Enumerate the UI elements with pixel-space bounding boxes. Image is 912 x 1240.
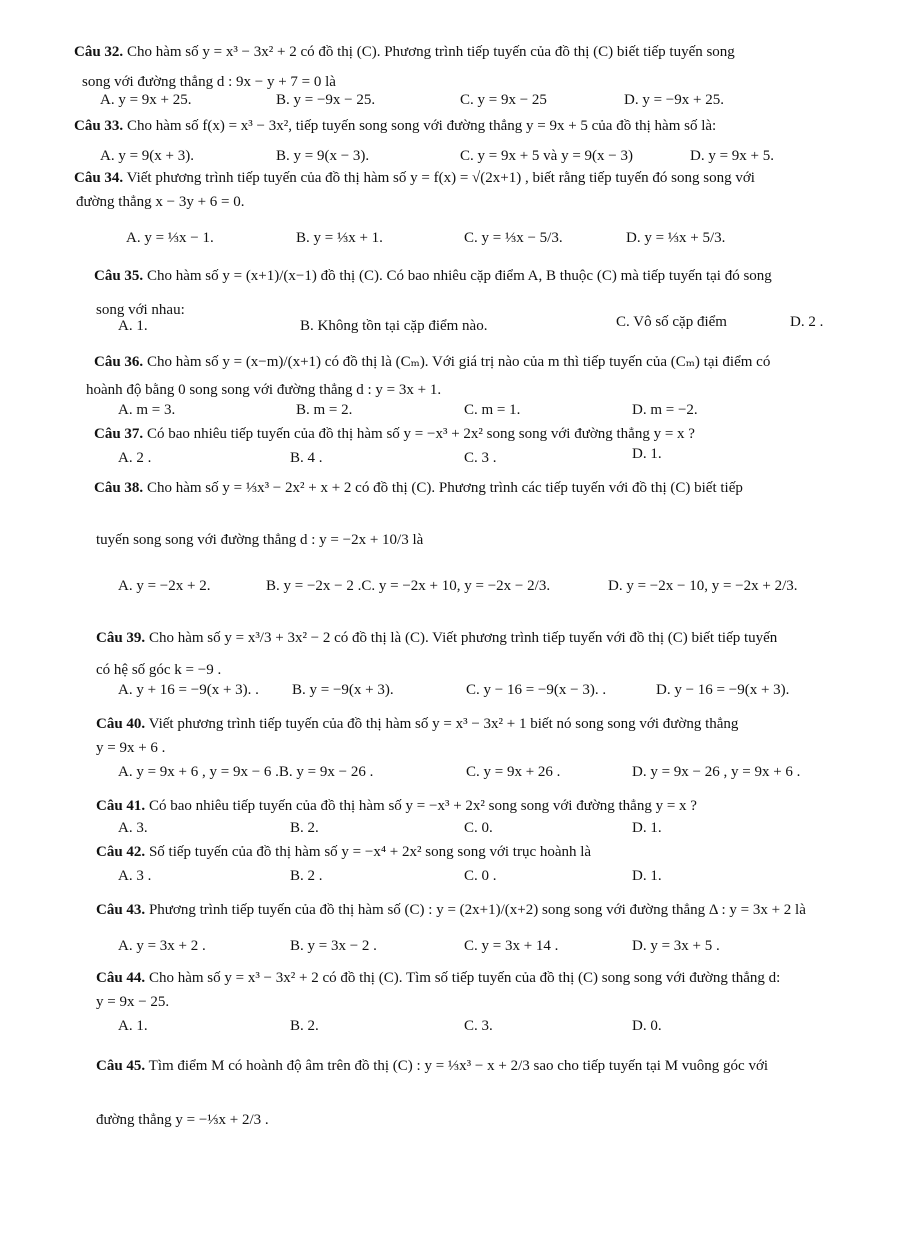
question-stem: Viết phương trình tiếp tuyến của đồ thị hàm số y = f(x) = √(2x+1) , biết rằng tiếp tuyến đó song song với (126, 170, 755, 186)
question-number: Câu 45. (96, 1058, 146, 1074)
question-stem: Phương trình tiếp tuyến của đồ thị hàm số (C) : y = (2x+1)/(x+2) song song với đường thẳng Δ : y = 3x + 2 là (148, 902, 806, 918)
option-a[interactable]: A. y = 3x + 2 . (118, 938, 206, 954)
option-a[interactable]: A. 2 . (118, 450, 152, 466)
question-stem: Có bao nhiêu tiếp tuyến của đồ thị hàm số y = −x³ + 2x² song song với đường thẳng y = x ? (146, 426, 695, 442)
question-stem-cont: y = 9x + 6 . (96, 740, 166, 756)
option-c[interactable]: C. y − 16 = −9(x − 3). . (466, 682, 607, 698)
question-44 (96, 968, 780, 988)
question-stem-cont: hoành độ bằng 0 song song với đường thẳng d : y = 3x + 1. (86, 382, 442, 398)
option-c[interactable]: C. m = 1. (464, 402, 521, 418)
question-35 (94, 266, 772, 286)
option-a[interactable]: A. 1. (118, 1018, 148, 1034)
question-number: Câu 34. (74, 170, 124, 186)
question-stem-cont: song với nhau: (96, 302, 185, 318)
option-c[interactable]: C. Vô số cặp điểm (616, 314, 727, 330)
option-a-b[interactable]: A. y = 9x + 6 , y = 9x − 6 .B. y = 9x − 26 . (118, 764, 374, 780)
option-b[interactable]: B. Không tồn tại cặp điểm nào. (300, 318, 488, 334)
option-a[interactable]: A. y = −2x + 2. (118, 578, 211, 594)
option-d[interactable]: D. y − 16 = −9(x + 3). (656, 682, 790, 698)
question-number: Câu 40. (96, 716, 146, 732)
question-number: Câu 41. (96, 798, 146, 814)
question-stem-cont: đường thẳng y = −⅓x + 2/3 . (96, 1112, 269, 1128)
option-d[interactable]: D. 1. (632, 446, 662, 462)
question-39 (96, 628, 777, 648)
question-number: Câu 39. (96, 630, 146, 646)
option-b[interactable]: B. m = 2. (296, 402, 353, 418)
question-stem: Cho hàm số y = x³ − 3x² + 2 có đồ thị (C). Tìm số tiếp tuyến của đồ thị (C) song song với đường thẳng d: (148, 970, 781, 986)
option-d[interactable]: D. 1. (632, 868, 662, 884)
question-number: Câu 38. (94, 480, 144, 496)
option-b[interactable]: B. y = 9(x − 3). (276, 148, 370, 164)
question-stem: Viết phương trình tiếp tuyến của đồ thị hàm số y = x³ − 3x² + 1 biết nó song song với đường thẳng (148, 716, 739, 732)
option-c[interactable]: C. y = 9x + 5 và y = 9(x − 3) (460, 148, 633, 164)
option-a[interactable]: A. 1. (118, 318, 148, 334)
question-stem: Có bao nhiêu tiếp tuyến của đồ thị hàm số y = −x³ + 2x² song song với đường thẳng y = x ? (148, 798, 697, 814)
option-d[interactable]: D. y = 9x + 5. (690, 148, 775, 164)
question-33 (74, 116, 716, 136)
option-d[interactable]: D. m = −2. (632, 402, 698, 418)
question-stem-cont: đường thẳng x − 3y + 6 = 0. (76, 194, 245, 210)
question-stem: Cho hàm số y = x³/3 + 3x² − 2 có đồ thị là (C). Viết phương trình tiếp tuyến với đồ thị (C) biết tiếp tuyến (148, 630, 778, 646)
option-b[interactable]: B. 4 . (290, 450, 323, 466)
question-34 (74, 168, 755, 188)
question-number: Câu 42. (96, 844, 146, 860)
option-a[interactable]: A. y = ⅓x − 1. (126, 230, 214, 246)
option-a[interactable]: A. y = 9x + 25. (100, 92, 192, 108)
option-c[interactable]: C. y = 3x + 14 . (464, 938, 559, 954)
question-stem: Số tiếp tuyến của đồ thị hàm số y = −x⁴ + 2x² song song với trục hoành là (148, 844, 592, 860)
option-d[interactable]: D. y = −9x + 25. (624, 92, 724, 108)
option-c[interactable]: C. y = ⅓x − 5/3. (464, 230, 563, 246)
option-d[interactable]: D. y = ⅓x + 5/3. (626, 230, 726, 246)
question-stem: Cho hàm số y = ⅓x³ − 2x² + x + 2 có đồ thị (C). Phương trình các tiếp tuyến với đồ thị (C) biết tiếp (146, 480, 743, 496)
option-d[interactable]: D. 1. (632, 820, 662, 836)
option-a[interactable]: A. 3. (118, 820, 148, 836)
question-42 (96, 842, 591, 862)
question-37 (94, 424, 695, 444)
option-b[interactable]: B. y = ⅓x + 1. (296, 230, 383, 246)
question-43 (96, 900, 806, 920)
question-number: Câu 37. (94, 426, 144, 442)
option-d[interactable]: D. y = 3x + 5 . (632, 938, 720, 954)
question-number: Câu 43. (96, 902, 146, 918)
option-a[interactable]: A. 3 . (118, 868, 152, 884)
question-stem: Cho hàm số y = (x−m)/(x+1) có đồ thị là (Cₘ). Với giá trị nào của m thì tiếp tuyến của (Cₘ) tại điểm có (146, 354, 771, 370)
option-b-c[interactable]: B. y = −2x − 2 .C. y = −2x + 10, y = −2x − 2/3. (266, 578, 551, 594)
question-number: Câu 32. (74, 44, 124, 60)
question-number: Câu 33. (74, 118, 124, 134)
question-stem: Cho hàm số f(x) = x³ − 3x², tiếp tuyến song song với đường thẳng y = 9x + 5 của đồ thị hàm số là: (126, 118, 717, 134)
question-stem: Cho hàm số y = x³ − 3x² + 2 có đồ thị (C). Phương trình tiếp tuyến của đồ thị (C) biết tiếp tuyến song (126, 44, 735, 60)
question-36 (94, 352, 770, 372)
option-d[interactable]: D. y = −2x − 10, y = −2x + 2/3. (608, 578, 798, 594)
question-number: Câu 35. (94, 268, 144, 284)
question-stem-cont: tuyến song song với đường thẳng d : y = −2x + 10/3 là (96, 532, 424, 548)
option-d[interactable]: D. 0. (632, 1018, 662, 1034)
question-number: Câu 36. (94, 354, 144, 370)
option-b[interactable]: B. y = −9x − 25. (276, 92, 376, 108)
option-c[interactable]: C. y = 9x − 25 (460, 92, 547, 108)
option-a[interactable]: A. y + 16 = −9(x + 3). . (118, 682, 259, 698)
option-c[interactable]: C. 3 . (464, 450, 497, 466)
option-c[interactable]: C. 3. (464, 1018, 493, 1034)
question-41 (96, 796, 697, 816)
option-d[interactable]: D. 2 . (790, 314, 824, 330)
question-stem: Tìm điểm M có hoành độ âm trên đồ thị (C) : y = ⅓x³ − x + 2/3 sao cho tiếp tuyến tại M vuông góc với (148, 1058, 769, 1074)
option-b[interactable]: B. 2 . (290, 868, 323, 884)
option-c[interactable]: C. 0. (464, 820, 493, 836)
option-a[interactable]: A. m = 3. (118, 402, 176, 418)
question-32 (74, 42, 735, 62)
question-number: Câu 44. (96, 970, 146, 986)
question-38 (94, 478, 743, 498)
option-c[interactable]: C. 0 . (464, 868, 497, 884)
option-b[interactable]: B. 2. (290, 820, 319, 836)
question-stem: Cho hàm số y = (x+1)/(x−1) đồ thị (C). Có bao nhiêu cặp điểm A, B thuộc (C) mà tiếp tuyến tại đó song (146, 268, 772, 284)
option-a[interactable]: A. y = 9(x + 3). (100, 148, 194, 164)
question-45 (96, 1056, 768, 1076)
question-stem-cont: song với đường thẳng d : 9x − y + 7 = 0 là (82, 74, 336, 90)
option-d[interactable]: D. y = 9x − 26 , y = 9x + 6 . (632, 764, 801, 780)
option-b[interactable]: B. 2. (290, 1018, 319, 1034)
option-b[interactable]: B. y = 3x − 2 . (290, 938, 377, 954)
option-b[interactable]: B. y = −9(x + 3). (292, 682, 394, 698)
question-stem-cont: y = 9x − 25. (96, 994, 170, 1010)
question-40 (96, 714, 738, 734)
option-c[interactable]: C. y = 9x + 26 . (466, 764, 561, 780)
question-stem-cont: có hệ số góc k = −9 . (96, 662, 222, 678)
